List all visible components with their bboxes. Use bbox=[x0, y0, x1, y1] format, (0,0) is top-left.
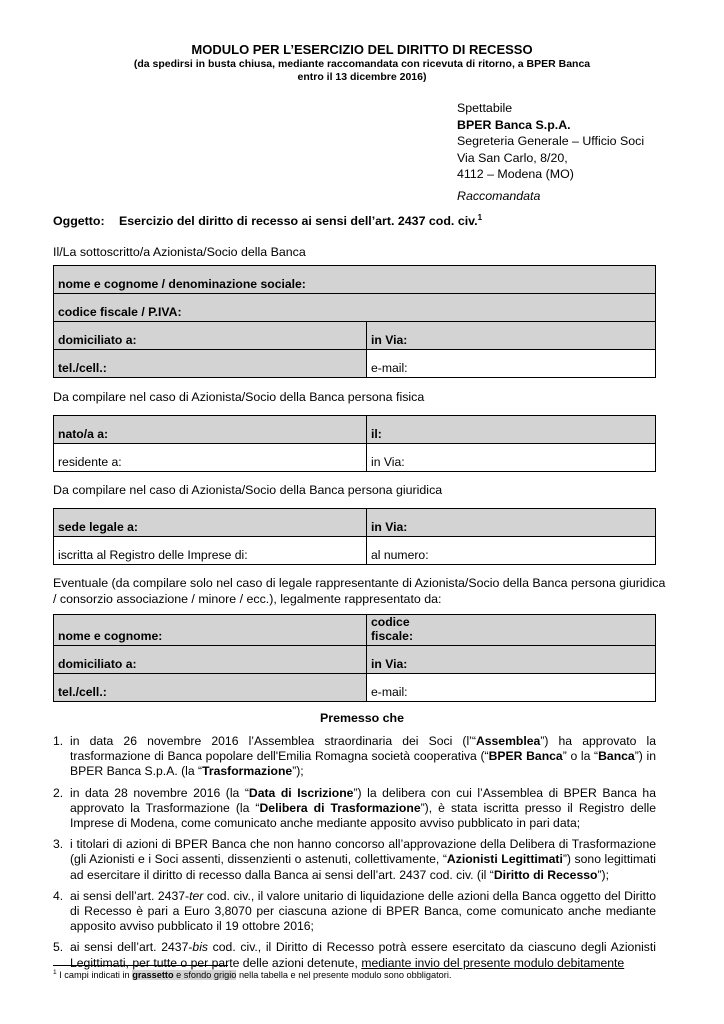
section-representative-line1: Eventuale (da compilare solo nel caso di legale rappresentante di Azionista/Socio della Banca persona giuridica bbox=[53, 576, 666, 590]
rep-email-field[interactable]: e-mail: bbox=[367, 674, 656, 702]
premise-list bbox=[53, 734, 656, 977]
item-italic: bis bbox=[192, 940, 209, 955]
item-text: in data 28 novembre 2016 (la “ bbox=[70, 785, 249, 800]
item-number: 1. bbox=[53, 734, 64, 748]
footnote-divider bbox=[53, 965, 228, 966]
section-natural-person: Da compilare nel caso di Azionista/Socio della Banca persona fisica bbox=[53, 390, 425, 404]
legal-person-table bbox=[53, 508, 656, 565]
address-salutation: Spettabile bbox=[457, 101, 513, 115]
street-field[interactable]: in Via: bbox=[367, 322, 656, 350]
fiscal-code-field[interactable]: codice fiscale / P.IVA: bbox=[54, 294, 656, 322]
address-city: 4112 – Modena (MO) bbox=[457, 167, 574, 181]
rep-domicile-field[interactable]: domiciliato a: bbox=[54, 646, 367, 674]
representative-table bbox=[53, 614, 656, 702]
form-title: MODULO PER L’ESERCIZIO DEL DIRITTO DI RECESSO bbox=[191, 42, 533, 57]
item-italic: ter bbox=[189, 888, 204, 903]
footnote-ref: 1 bbox=[477, 213, 483, 222]
rep-phone-field[interactable]: tel./cell.: bbox=[54, 674, 367, 702]
item-text: ”) la delibera con cui l’Assemblea di BPER Banca ha approvato la Trasformazione (la “ bbox=[70, 785, 656, 815]
section-legal-person: Da compilare nel caso di Azionista/Socio della Banca persona giuridica bbox=[53, 483, 443, 497]
item-text: ”), è stata iscritta presso il Registro delle Imprese di Modena, come comunicato anche mediante apposito avviso pubblicato in pari data; bbox=[70, 800, 656, 831]
item-text: ”); bbox=[597, 867, 609, 882]
item-text: ”); bbox=[292, 764, 304, 779]
registry-field[interactable]: iscritta al Registro delle Imprese di: bbox=[54, 537, 367, 565]
form-deadline: entro il 13 dicembre 2016) bbox=[297, 71, 427, 83]
premise-heading: Premesso che bbox=[319, 711, 405, 725]
item-number: 5. bbox=[53, 940, 64, 955]
rep-fiscal-label-2: fiscale: bbox=[371, 629, 414, 643]
address-method: Raccomandata bbox=[457, 188, 541, 203]
domicile-field[interactable]: domiciliato a: bbox=[54, 322, 367, 350]
item-bold: Diritto di Recesso bbox=[493, 867, 598, 882]
list-item bbox=[53, 940, 656, 970]
item-bold: Assemblea bbox=[475, 734, 541, 748]
list-item bbox=[53, 837, 656, 883]
item-text: ” o la “ bbox=[562, 749, 599, 764]
item-bold: Trasformazione bbox=[202, 764, 293, 779]
birthplace-field[interactable]: nato/a a: bbox=[54, 416, 367, 444]
item-text: in data 26 novembre 2016 l’Assemblea straordinaria dei Soci (l’“ bbox=[70, 734, 476, 748]
recipient-address bbox=[457, 100, 644, 204]
subject-label: Oggetto: bbox=[53, 214, 105, 229]
footnote bbox=[53, 969, 451, 980]
address-street: Via San Carlo, 8/20, bbox=[457, 150, 568, 165]
item-bold: Data di Iscrizione bbox=[248, 785, 354, 800]
natural-person-table bbox=[53, 415, 656, 472]
list-item bbox=[53, 786, 656, 832]
item-text: i titolari di azioni di BPER Banca che non hanno concorso all’approvazione della Delibera di Trasformazione (gli Azionisti e i Soci assenti, dissenzienti o astenuti, collettivamente, “ bbox=[70, 837, 656, 867]
rep-fiscal-label-1: codice bbox=[371, 615, 410, 629]
item-text: ai sensi dell’art. 2437- bbox=[70, 940, 193, 955]
section-representative-line2: / consorzio associazione / minore / ecc.), legalmente rappresentato da: bbox=[53, 592, 442, 606]
item-text: cod. civ., il Diritto di Recesso potrà essere esercitato da ciascuno degli Azionisti Legittimati, per tutte o per parte delle azioni detenute, bbox=[70, 940, 656, 970]
item-text: cod. civ., il valore unitario di liquidazione delle azioni della Banca oggetto del Diritto di Recesso è pari a Euro 3,8070 per ciascuna azione di BPER Banca, come comunicato anche mediante apposito avviso pubblicato il 19 ottobre 2016; bbox=[70, 888, 656, 934]
footnote-number: 1 bbox=[53, 969, 57, 976]
item-bold: Banca bbox=[598, 749, 635, 764]
residence-street-field[interactable]: in Via: bbox=[367, 444, 656, 472]
item-number: 2. bbox=[53, 785, 64, 800]
item-text: ai sensi dell’art. 2437- bbox=[70, 888, 190, 903]
footnote-text: e bbox=[173, 970, 184, 981]
name-field[interactable]: nome e cognome / denominazione sociale: bbox=[54, 266, 656, 294]
email-field[interactable]: e-mail: bbox=[367, 350, 656, 378]
item-text: ”) ha approvato la trasformazione di Banca popolare dell'Emilia Romagna società cooperativa (“ bbox=[70, 734, 656, 764]
item-number: 3. bbox=[53, 837, 64, 852]
rep-fiscal-code-field[interactable] bbox=[367, 615, 656, 646]
subject-text: Esercizio del diritto di recesso ai sensi dell’art. 2437 cod. civ. bbox=[119, 214, 478, 229]
item-bold: Azionisti Legittimati bbox=[446, 852, 563, 867]
residence-field[interactable]: residente a: bbox=[54, 444, 367, 472]
list-item bbox=[53, 734, 656, 780]
rep-street-field[interactable]: in Via: bbox=[367, 646, 656, 674]
registered-office-field[interactable]: sede legale a: bbox=[54, 509, 367, 537]
footnote-text: nella tabella e nel presente modulo sono obbligatori. bbox=[236, 970, 452, 981]
rep-name-field[interactable]: nome e cognome: bbox=[54, 615, 367, 646]
address-office: Segreteria Generale – Ufficio Soci bbox=[457, 134, 645, 148]
footnote-highlight: sfondo grigio bbox=[183, 970, 237, 981]
footnote-text: I campi indicati in bbox=[56, 970, 133, 981]
office-street-field[interactable]: in Via: bbox=[367, 509, 656, 537]
birthdate-field[interactable]: il: bbox=[367, 416, 656, 444]
phone-field[interactable]: tel./cell.: bbox=[54, 350, 367, 378]
item-underlined: mediante invio del presente modulo debitamente bbox=[361, 955, 625, 970]
subject-line bbox=[53, 213, 482, 228]
form-subtitle: (da spedirsi in busta chiusa, mediante raccomandata con ricevuta di ritorno, a BPER Banca bbox=[133, 58, 591, 70]
item-bold: Delibera di Trasformazione bbox=[259, 800, 421, 815]
shareholder-table bbox=[53, 265, 656, 378]
address-company: BPER Banca S.p.A. bbox=[457, 117, 571, 132]
footnote-highlight: grassetto bbox=[132, 970, 174, 981]
item-text: ”) in BPER Banca S.p.A. (la “ bbox=[70, 749, 656, 779]
item-number: 4. bbox=[53, 888, 64, 903]
item-bold: BPER Banca bbox=[488, 749, 563, 764]
item-text: ”) sono legittimati ad esercitare il diritto di recesso dalla Banca ai sensi dell’art. 2437 cod. civ. (il “ bbox=[70, 852, 656, 882]
list-item bbox=[53, 889, 656, 935]
intro-text: Il/La sottoscritto/a Azionista/Socio della Banca bbox=[53, 245, 306, 259]
registry-number-field[interactable]: al numero: bbox=[367, 537, 656, 565]
